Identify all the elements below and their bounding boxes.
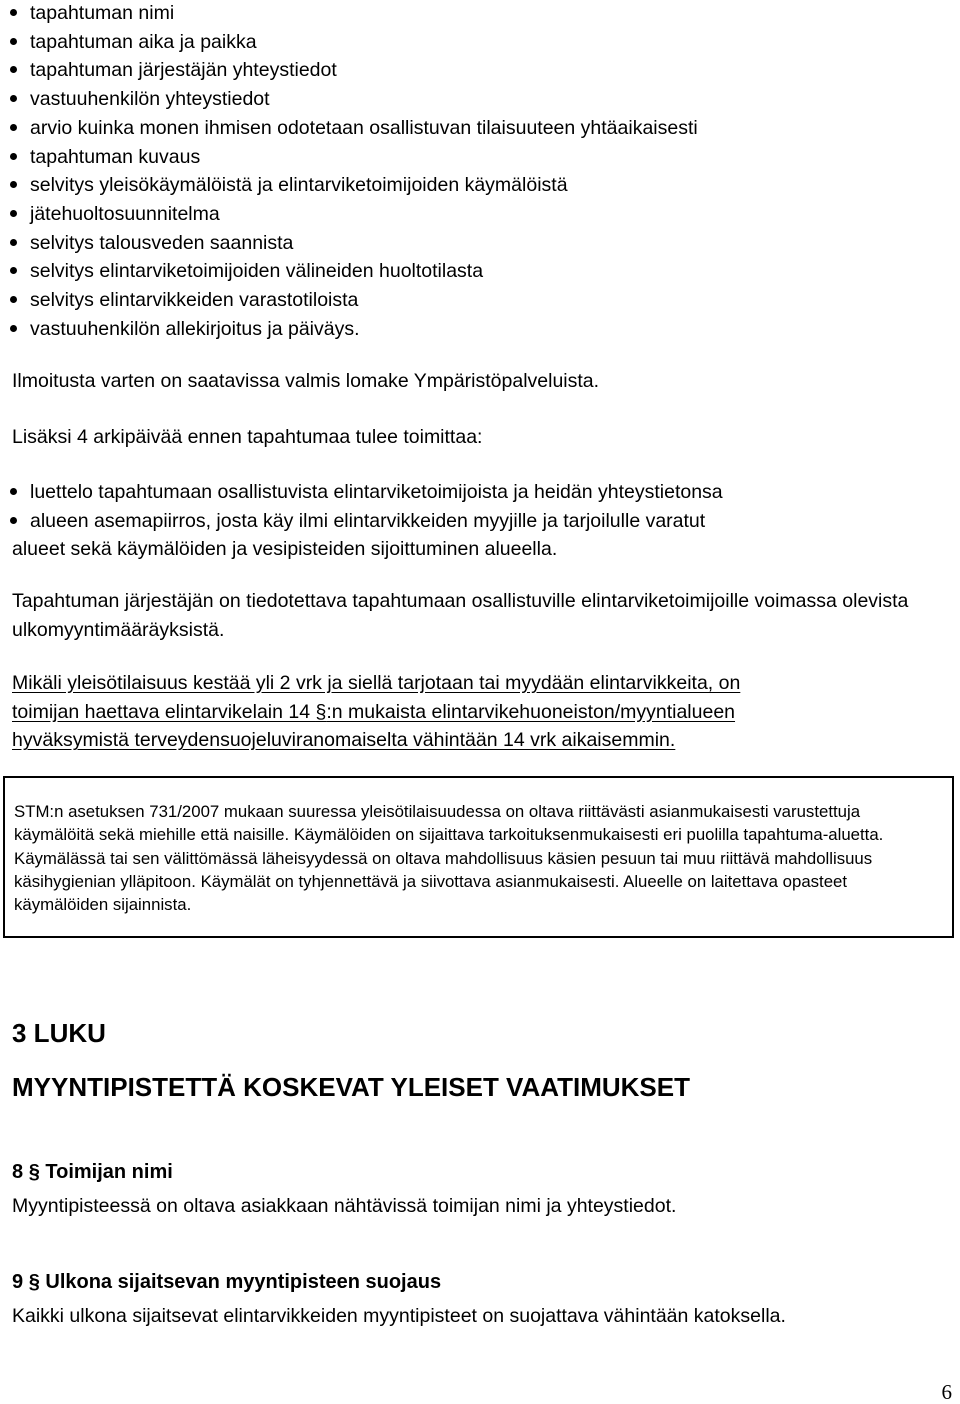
list-item: tapahtuman järjestäjän yhteystiedot	[0, 56, 930, 85]
list-item: luettelo tapahtumaan osallistuvista elintarviketoimijoista ja heidän yhteystietonsa	[0, 478, 930, 507]
section-sign-icon: §	[28, 1161, 40, 1183]
bullet-icon	[10, 124, 17, 131]
list-item: selvitys elintarvikkeiden varastotiloista	[0, 286, 930, 315]
list-item: alueen asemapiirros, josta käy ilmi elintarvikkeiden myyjille ja tarjoilulle varatut alueet sekä käymälöiden ja vesipisteiden sijoittuminen alueella.	[12, 509, 706, 561]
list-item: vastuuhenkilön yhteystiedot	[0, 85, 930, 114]
list-item: tapahtuman aika ja paikka	[0, 28, 930, 57]
section-8-heading: 8 § Toimijan nimi	[12, 1158, 173, 1186]
bullet-icon	[10, 66, 17, 73]
section-9-heading: 9 § Ulkona sijaitsevan myyntipisteen suojaus	[12, 1268, 441, 1296]
additional-list	[0, 478, 930, 564]
list-item: selvitys talousveden saannista	[0, 229, 930, 258]
list-item: arvio kuinka monen ihmisen odotetaan osallistuvan tilaisuuteen yhtäaikaisesti	[0, 114, 930, 143]
bullet-icon	[10, 95, 17, 102]
bullet-icon	[10, 267, 17, 274]
bullet-icon	[10, 488, 17, 495]
info-box-text: STM:n asetuksen 731/2007 mukaan suuressa yleisötilaisuudessa on oltava riittävästi asianmukaisesti varustettuja käymälöitä sekä miehille että naisille. Käymälöiden on sijaittava tarkoituksenmukaisesti eri puolilla tapahtuma-aluetta. Käymälässä tai sen välittömässä läheisyydessä on oltava mahdollisuus käsien pesuun tai muu riittävä mahdollisuus käsihygienian ylläpitoon. Käymälät on tyhjennettävä ja siivottava asianmukaisesti. Alueelle on laitettava opasteet käymälöiden sijainnista.	[14, 802, 884, 915]
organizer-note: Tapahtuman järjestäjän on tiedotettava tapahtumaan osallistuville elintarviketoimijoille voimassa olevista ulkomyyntimääräyksistä.	[12, 590, 909, 641]
chapter-title: MYYNTIPISTETTÄ KOSKEVAT YLEISET VAATIMUKSET	[12, 1072, 690, 1102]
bullet-icon	[10, 9, 17, 16]
list-item: jätehuoltosuunnitelma	[0, 200, 930, 229]
bullet-icon	[10, 210, 17, 217]
info-box	[3, 776, 954, 938]
chapter-number: 3 LUKU	[12, 1018, 106, 1048]
list-item: selvitys yleisökäymälöistä ja elintarviketoimijoiden käymälöistä	[0, 171, 930, 200]
bullet-icon	[10, 38, 17, 45]
bullet-icon	[10, 517, 17, 524]
form-note: Ilmoitusta varten on saatavissa valmis lomake Ympäristöpalveluista.	[12, 370, 600, 392]
requirements-list	[0, 0, 930, 343]
underlined-note: Mikäli yleisötilaisuus kestää yli 2 vrk ja siellä tarjotaan tai myydään elintarvikkeita, on toimijan haettava elintarvikelain 14 §:n mukaista elintarvikehuoneiston/myyntialueen hyväksymistä terveydensuojeluviranomaiselta vähintään 14 vrk aikaisemmin.	[12, 672, 741, 752]
section-8-body: Myyntipisteessä on oltava asiakkaan nähtävissä toimijan nimi ja yhteystiedot.	[12, 1195, 677, 1217]
list-item: vastuuhenkilön allekirjoitus ja päiväys.	[0, 315, 930, 344]
list-item: tapahtuman kuvaus	[0, 143, 930, 172]
bullet-icon	[10, 181, 17, 188]
section-9-body: Kaikki ulkona sijaitsevat elintarvikkeiden myyntipisteet on suojattava vähintään katoksella.	[12, 1305, 786, 1327]
page-number: 6	[941, 1380, 952, 1404]
section-sign-icon: §	[315, 700, 327, 723]
section-sign-icon: §	[28, 1271, 40, 1293]
bullet-icon	[10, 296, 17, 303]
additional-intro: Lisäksi 4 arkipäivää ennen tapahtumaa tulee toimittaa:	[12, 426, 483, 448]
bullet-icon	[10, 239, 17, 246]
list-item: selvitys elintarviketoimijoiden välineiden huoltotilasta	[0, 257, 930, 286]
bullet-icon	[10, 325, 17, 332]
bullet-icon	[10, 153, 17, 160]
list-item: tapahtuman nimi	[0, 0, 930, 28]
